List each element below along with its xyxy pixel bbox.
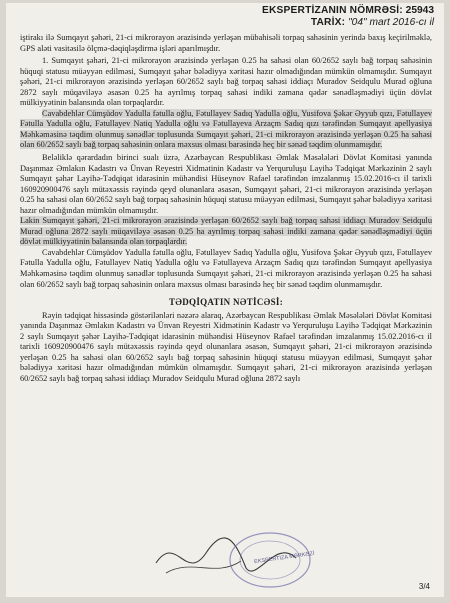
document-body [20, 33, 432, 385]
expertise-number-label: EKSPERTİZANIN NÖMRƏSİ: [261, 5, 403, 16]
expertise-number-line [262, 5, 434, 17]
date-line [262, 17, 434, 29]
document-header [262, 5, 434, 29]
expertise-number-value: 25943 [405, 5, 434, 16]
stamp-text: EKSPERTİZA MƏRKƏZİ [253, 550, 315, 566]
paragraph-conclusion-first-question: Beləliklə qərardadın birinci sualı üzrə, Azərbaycan Respublikası Əmlak Məsələləri Dövlət Komitəsi yanında Daşınmaz Əmlakın Kadastrı və Ünvan Reyestri Xidmətinin Kadastr və Yerquruluşu Layihə Tədqiqat Mərkəzinin 2 saylı Sumqayıt şəhər Layihə-Tədqiqat idarəsinin mühəndisi Hüseynov Rafael tərəfindən imzalanmış 15.02.2016-cı il tarixli 160920900476 saylı mütəxəssis rəyində qeyd olunanlara əsasən, Sumqayıt şəhəri, 21-ci mikrorayon ərazisində yerləşən 0.25 ha sahəsi olan 60/2652 saylı bağ torpaq sahəsinin hüquqi statusu müəyyən edilməsi, Sumqayıt şəhər bələdiyyə xəritəsi hazır olmadığından mümkün olmamışdır. [20, 153, 433, 215]
highlighted-text: Lakin Sumqayıt şəhəri, 21-ci mikrorayon ərazisində yerləşən 60/2652 saylı bağ torpaq sahəsi iddiaçı Muradov Seidqulu Murad oğluna 2872 saylı müqaviləyə əsasən 0.25 ha ayrılmış torpaq sahəsi indiki zamana qədər sənədləşmədiyi üçün dövlət mülkiyyətinin balansında olan torpaqlardır. [20, 216, 432, 247]
paragraph-intro: iştirakı ilə Sumqayıt şəhəri, 21-ci mikrorayon ərazisində yerləşən mübahisəli torpaq sahəsinin yerində baxış keçirilməklə, GPS aləti vasitəsilə ölçmə-dəqiqləşdirmə işləri aparılmışdır. [20, 33, 432, 53]
paragraph-results: Rəyin tədqiqat hissəsində göstərilənləri nəzərə alaraq, Azərbaycan Respublikası Əmlak Məsələləri Dövlət Komitəsi yanında Daşınmaz Əmlakın Kadastrı və Ünvan Reyestri Xidmətinin Kadastr və Yerquruluşu Layihə Tədqiqat Mərkəzinin 2 saylı Sumqayıt şəhər Layihə-Tədqiqat idarəsinin mühəndisi Hüseynov Rafael tərəfindən imzalanmış 15.02.2016-cı il tarixli 160920900476 saylı mütəxəssis rəyində qeyd olunanlara əsasən, Sumqayıt şəhəri, 21-ci mikrorayon ərazisində yerləşən 0.25 ha sahəsi olan 60/2652 saylı bağ torpaq sahəsinin hüquqi statusu müəyyən edilməsi, Sumqayıt şəhər bələdiyyə xəritəsi hazır olmadığından mümkün olmamışdır. Sumqayıt şəhəri, 21-ci mikrorayon ərazisində yerləşən 60/2652 saylı bağ torpaq sahəsi iddiaçı Muradov Seidqulu Murad oğluna 2872 saylı [20, 310, 432, 383]
highlighted-text: Cavabdehlər Cümşüdov Yadulla fətulla oğlu, Fətullayev Sadıq Yadulla oğlu, Yusifova Şəkər Əyyub qızı, Fətullayev Fətulla Yadulla oğlu, Fətullayev Natiq Yadulla oğlu və Fətullayeva Arzaçm Sadıq qızı tərəfindən Sumqayıt apellyasiya Məhkəməsinə təqdim olunmuş sənədlər toplusunda Sumqayıt şəhəri, 21-ci mikrorayon ərazisində yerləşən 0.25 ha sahəsi olan 60/2652 saylı bağ torpaq sahəsinin onlara məxsus olması barəsində heç bir sənəd təqdim olunmamışdır. [20, 108, 432, 150]
paragraph-item-1: 1. Sumqayıt şəhəri, 21-ci mikrorayon ərazisində yerləşən 0.25 ha sahəsi olan 60/2652 saylı bağ torpaq sahəsinin hüquqi statusu müəyyən edilməsi, Sumqayıt şəhər bələdiyyə xəritəsi hazır olmadığından mümkün olmamışdır. Sumqayıt şəhəri, 21-ci mikrorayon ərazisində yerləşən 60/2652 saylı bağ torpaq sahəsi iddiaçı Muradov Seidqulu Murad oğluna 2872 saylı müqaviləyə əsasən 0.25 ha ayrılmış torpaq sahəsi indiki zamana qədər sənədləşmədiyi üçün dövlət mülkiyyətinin balansında olan torpaqlardır. [20, 56, 432, 108]
document-page [6, 3, 444, 597]
date-value: "04" mart 2016-cı il [348, 17, 434, 28]
results-title: TƏDQİQATIN NƏTİCƏSİ: [168, 297, 284, 308]
paragraph-however [20, 216, 432, 248]
page-number: 3/4 [418, 582, 430, 591]
date-label: TARİX: [310, 17, 346, 28]
paragraph-defendants-repeat: Cavabdehlər Cümşüdov Yadulla fətulla oğlu, Fətullayev Sadıq Yadulla oğlu, Yusifova Şəkər Əyyub qızı, Fətullayev Fətulla Yadulla oğlu, Fətullayev Natiq Yadulla oğlu və Fətullayeva Arzaçm Sadıq qızı tərəfindən Sumqayıt apellyasiya Məhkəməsinə təqdim olunmuş sənədlər toplusunda Sumqayıt şəhəri, 21-ci mikrorayon ərazisində yerləşən 0.25 ha sahəsi olan 60/2652 saylı bağ torpaq sahəsinin onlara məxsus olması barəsində heç bir sənəd təqdim olunmamışdır. [20, 247, 432, 289]
paragraph-defendants [20, 109, 432, 151]
